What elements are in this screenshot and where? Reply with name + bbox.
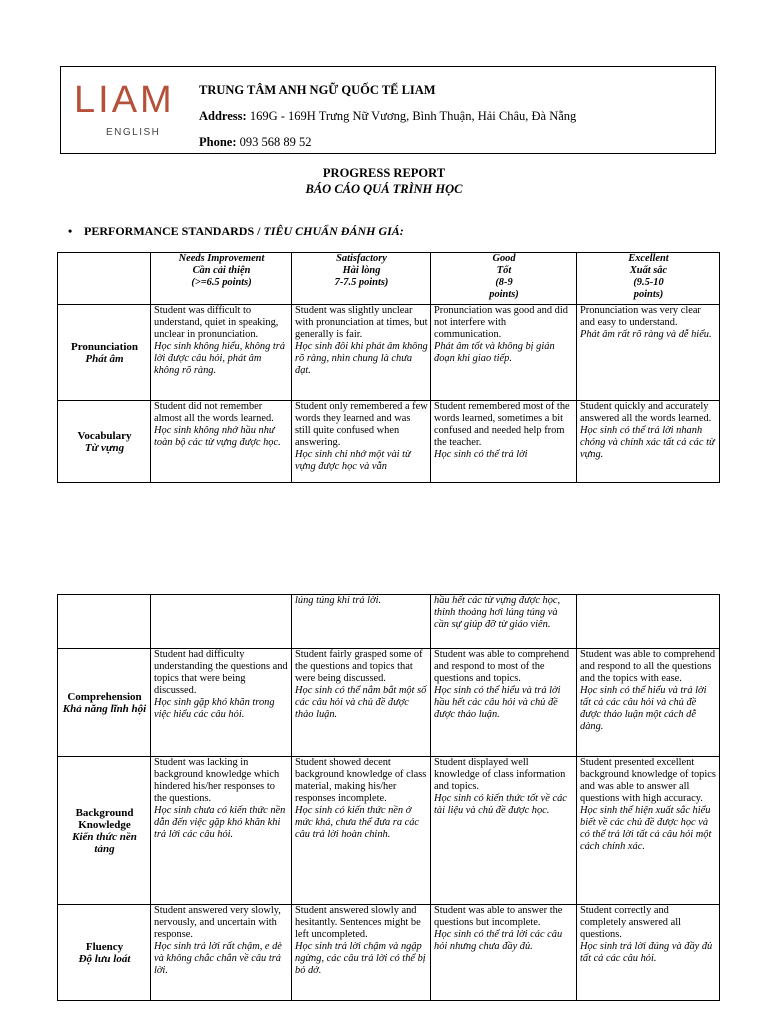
row-label-vi: Từ vựng [84,441,125,454]
cell [577,401,720,483]
cell [431,401,577,483]
table-row [58,649,720,757]
cell-en: Student was able to comprehend and respond to most of the questions and topics. [434,649,570,684]
cell-en: Student presented excellent background knowledge of topics and was able to answer all questions with high accuracy. [580,757,716,804]
cell-vi: Học sinh gặp khó khăn trong việc hiểu các câu hỏi. [154,697,275,720]
row-label-vi: Độ lưu loát [78,952,131,965]
col-needs-improvement [151,253,292,305]
cell-vi: Học sinh có thể trả lời các câu hỏi nhưng chưa đầy đủ. [434,929,563,952]
cell-vi: Học sinh có thể hiểu và trả lời tất cả các câu hỏi và chủ đề được thảo luận một cách dễ dàng. [580,685,707,732]
cell-en: Student displayed well knowledge of class information and topics. [434,757,566,792]
col-vi: Cần cải thiện [192,265,251,276]
phone-value: 093 568 89 52 [239,135,312,149]
row-label-vi: Khả năng lĩnh hội [62,702,147,715]
cell-vi: lúng túng khi trả lời. [295,595,382,606]
cell-en: Student showed decent background knowledge of class material, making his/her responses incomplete. [295,757,427,804]
address-value: 169G - 169H Trưng Nữ Vương, Bình Thuận, Hải Châu, Đà Nẵng [249,109,577,123]
cell [577,649,720,757]
cell [151,595,292,649]
row-label-vi: Phát âm [85,352,124,365]
table-row [58,757,720,905]
col-points: 7-7.5 points) [334,277,389,288]
rubric-table-part-2 [57,594,720,1001]
cell-vi: Học sinh trả lời chậm và ngập ngừng, các câu trả lời có thể bị bỏ dở. [295,941,426,976]
table-row [58,401,720,483]
cell-en: Student did not remember almost all the words learned. [154,401,274,424]
col-vi: Tốt [496,265,512,276]
cell-vi: hầu hết các từ vựng được học, thỉnh thoảng hơi lúng túng và cần sự giúp đỡ từ giáo viên. [434,595,561,630]
cell-vi: Học sinh chưa có kiến thức nền dẫn đến việc gặp khó khăn khi trả lời các câu hỏi. [154,805,286,840]
bullet-icon: • [68,224,73,238]
cell-vi: Học sinh trả lời đúng và đầy đủ tất cả các câu hỏi. [580,941,713,964]
cell [292,757,431,905]
cell-en: Student was slightly unclear with pronunciation at times, but generally is fair. [295,305,428,340]
cell-vi: Học sinh có thể trả lời nhanh chóng và chính xác tất cả các từ vựng. [580,425,715,460]
col-points: points) [633,289,664,300]
header-empty-cell [58,253,151,305]
cell-vi: Học sinh có thể nắm bắt một số các câu hỏi và chủ đề được thảo luận. [295,685,427,720]
liam-logo [74,79,184,139]
row-label-fluency [58,905,151,1001]
col-en: Satisfactory [336,253,387,264]
cell [151,305,292,401]
cell-vi: Học sinh không nhớ hầu như toàn bộ các từ vựng được học. [154,425,281,448]
col-en: Good [492,253,516,264]
standards-heading [68,224,404,239]
cell [58,595,151,649]
cell-en: Student was able to comprehend and respond to all the questions and the topics with ease. [580,649,716,684]
cell-en: Student answered very slowly, nervously, and uncertain with response. [154,905,281,940]
row-label-en: Pronunciation [70,340,139,353]
col-en: Excellent [628,253,669,264]
cell-vi: Học sinh không hiểu, không trả lời được câu hỏi, phát âm không rõ ràng. [154,341,286,376]
col-points: (8-9 [495,277,513,288]
col-en: Needs Improvement [178,253,265,264]
col-vi: Xuất sắc [629,265,668,276]
row-label-en: Background Knowledge [75,806,134,831]
logo-subtitle: ENGLISH [106,127,161,138]
col-satisfactory [292,253,431,305]
table-header-row [58,253,720,305]
cell-vi: Học sinh đôi khi phát âm không rõ ràng, nhìn chung là chưa đạt. [295,341,428,376]
center-name: TRUNG TÂM ANH NGỮ QUỐC TẾ LIAM [199,83,436,97]
cell-en: Student was difficult to understand, quiet in speaking, unclear in pronunciation. [154,305,279,340]
row-label-en: Fluency [85,940,124,953]
cell [292,595,431,649]
center-info [199,77,576,155]
cell [431,595,577,649]
header-box [60,66,716,154]
report-title-vi: BÁO CÁO QUÁ TRÌNH HỌC [305,182,463,196]
cell-vi: Học sinh có kiến thức nền ở mức khá, chưa thể đưa ra các câu trả lời hoàn chỉnh. [295,805,420,840]
cell-vi: Học sinh có thể hiểu và trả lời hầu hết các câu hỏi và chủ đề được thảo luận. [434,685,561,720]
row-label-vi: Kiến thức nền tảng [72,830,137,855]
cell [292,649,431,757]
table-row [58,305,720,401]
cell-en: Student fairly grasped some of the questions and topics that were being discussed. [295,649,423,684]
cell [151,401,292,483]
cell [577,305,720,401]
cell-vi: Phát âm tốt và không bị gián đoạn khi giao tiếp. [434,341,555,364]
col-points: (9.5-10 [633,277,664,288]
cell-en: Student answered slowly and hesitantly. Sentences might be left uncompleted. [295,905,421,940]
table-row [58,595,720,649]
cell-en: Student was lacking in background knowledge which hindered his/her responses to the questions. [154,757,280,804]
cell [292,401,431,483]
standards-label-en: PERFORMANCE STANDARDS / [84,224,261,238]
logo-word: LIAM [74,79,175,121]
row-label-en: Comprehension [67,690,142,703]
cell-en: Pronunciation was very clear and easy to understand. [580,305,701,328]
cell-en: Student only remembered a few words they learned and was still quite confused when answering. [295,401,428,448]
cell [292,305,431,401]
cell-en: Student had difficulty understanding the questions and topics that were being discussed. [154,649,288,696]
cell-en: Student was able to answer the questions but incomplete. [434,905,563,928]
row-label-en: Vocabulary [77,429,132,442]
cell-vi: Phát âm rất rõ ràng và dễ hiểu. [580,329,712,340]
cell-en: Student quickly and accurately answered all the words learned. [580,401,712,424]
cell-vi: Học sinh có thể trả lời [434,449,528,460]
report-title-en: PROGRESS REPORT [322,166,446,180]
cell-en: Student remembered most of the words learned, sometimes a bit confused and needed help from the teacher. [434,401,570,448]
col-good [431,253,577,305]
col-points: points) [489,289,519,300]
cell [151,649,292,757]
cell [431,305,577,401]
address-label: Address: [199,109,247,123]
cell-vi: Học sinh trả lời rất chậm, e dè và không chắc chắn về câu trả lời. [154,941,282,976]
row-label-vocabulary [58,401,151,483]
cell-en: Pronunciation was good and did not interfere with communication. [434,305,568,340]
cell-vi: Học sinh có kiến thức tốt về các tài liệu và chủ đề được học. [434,793,567,816]
col-excellent [577,253,720,305]
table-row [58,905,720,1001]
cell-en: Student correctly and completely answered all questions. [580,905,681,940]
cell-vi: Học sinh chỉ nhớ một vài từ vựng được học và vẫn [295,449,411,472]
col-points: (>=6.5 points) [191,277,252,288]
cell [431,757,577,905]
cell [577,905,720,1001]
cell [577,595,720,649]
cell [292,905,431,1001]
cell [431,649,577,757]
phone-label: Phone: [199,135,237,149]
row-label-background-knowledge [58,757,151,905]
standards-label-vi: TIÊU CHUẨN ĐÁNH GIÁ: [263,224,404,238]
cell [577,757,720,905]
row-label-pronunciation [58,305,151,401]
cell [151,905,292,1001]
rubric-table-part-1 [57,252,720,483]
col-vi: Hài lòng [342,265,381,276]
cell [431,905,577,1001]
cell [151,757,292,905]
row-label-comprehension [58,649,151,757]
cell-vi: Học sinh thể hiện xuất sắc hiểu biết về các chủ đề được học và có thể trả lời tất cả câu hỏi một cách chính xác. [580,805,712,852]
